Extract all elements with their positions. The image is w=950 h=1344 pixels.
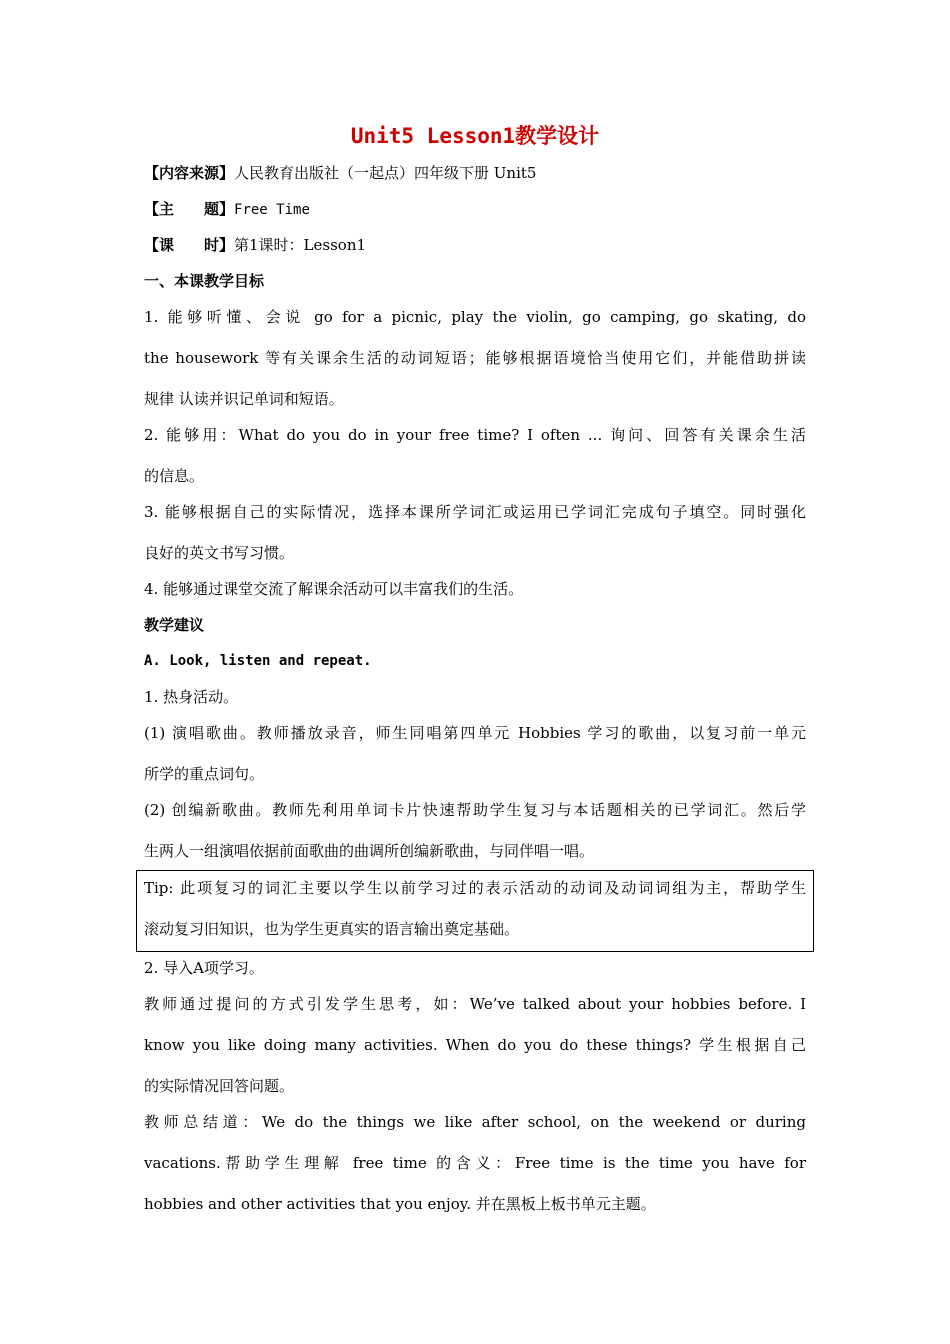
para1-line1: (1) 演唱歌曲。教师播放录音，师生同唱第四单元 Hobbies 学习的歌曲，以复习前一单元	[144, 724, 806, 742]
tip-line1: Tip: 此项复习的词汇主要以学生以前学习过的表示活动的动词及动词词组为主，帮助学生	[144, 879, 806, 897]
section1-heading: 一、本课教学目标	[144, 272, 265, 290]
topic-value: Free Time	[234, 202, 310, 218]
goal3-line1: 3. 能够根据自己的实际情况，选择本课所学词汇或运用已学词汇完成句子填空。同时强化	[144, 503, 806, 521]
para4-line2: vacations.帮助学生理解 free time 的含义：Free time is the time you have for	[144, 1154, 806, 1172]
para2-line2: 生两人一组演唱依据前面歌曲的曲调所创编新歌曲，与同伴唱一唱。	[144, 842, 595, 860]
period-value: 第1课时：Lesson1	[234, 236, 367, 254]
meta-period	[144, 234, 806, 256]
topic-label: 【主 题】	[144, 200, 235, 218]
period-label: 【课 时】	[144, 236, 235, 254]
goal1-line1: 1. 能够听懂、会说 go for a picnic, play the violin, go camping, go skating, do	[144, 308, 806, 326]
goal1-line2: the housework 等有关课余生活的动词短语；能够根据语境恰当使用它们，并能借助拼读	[144, 349, 806, 367]
section2-heading: 教学建议	[144, 616, 205, 634]
para3-line2: know you like doing many activities. When do you do these things? 学生根据自己	[144, 1036, 806, 1054]
goal2-line2: 的信息。	[144, 467, 205, 485]
para2-line1: (2) 创编新歌曲。教师先利用单词卡片快速帮助学生复习与本话题相关的已学词汇。然后学	[144, 801, 806, 819]
step1: 1. 热身活动。	[144, 688, 239, 706]
para4-line3: hobbies and other activities that you enjoy. 并在黑板上板书单元主题。	[144, 1195, 656, 1213]
step2: 2. 导入A项学习。	[144, 959, 264, 977]
goal3-line2: 良好的英文书写习惯。	[144, 544, 295, 562]
para3-line3: 的实际情况回答问题。	[144, 1077, 295, 1095]
goal1-line3: 规律 认读并识记单词和短语。	[144, 390, 344, 408]
tip-line2: 滚动复习旧知识，也为学生更真实的语言输出奠定基础。	[144, 920, 520, 938]
source-value: 人民教育出版社（一起点）四年级下册 Unit5	[234, 164, 537, 182]
para4-line1: 教师总结道：We do the things we like after school, on the weekend or during	[144, 1113, 806, 1131]
document-title: Unit5 Lesson1教学设计	[350, 124, 600, 148]
para3-line1: 教师通过提问的方式引发学生思考，如：We’ve talked about your hobbies before. I	[144, 995, 806, 1013]
goal4-line1: 4. 能够通过课堂交流了解课余活动可以丰富我们的生活。	[144, 580, 524, 598]
para1-line2: 所学的重点词句。	[144, 765, 265, 783]
section2-subheading: A. Look, listen and repeat.	[144, 653, 372, 669]
meta-topic	[144, 198, 806, 221]
meta-source	[144, 162, 806, 184]
source-label: 【内容来源】	[144, 164, 235, 182]
goal2-line1: 2. 能够用：What do you do in your free time? I often ... 询问、回答有关课余生活	[144, 426, 806, 444]
